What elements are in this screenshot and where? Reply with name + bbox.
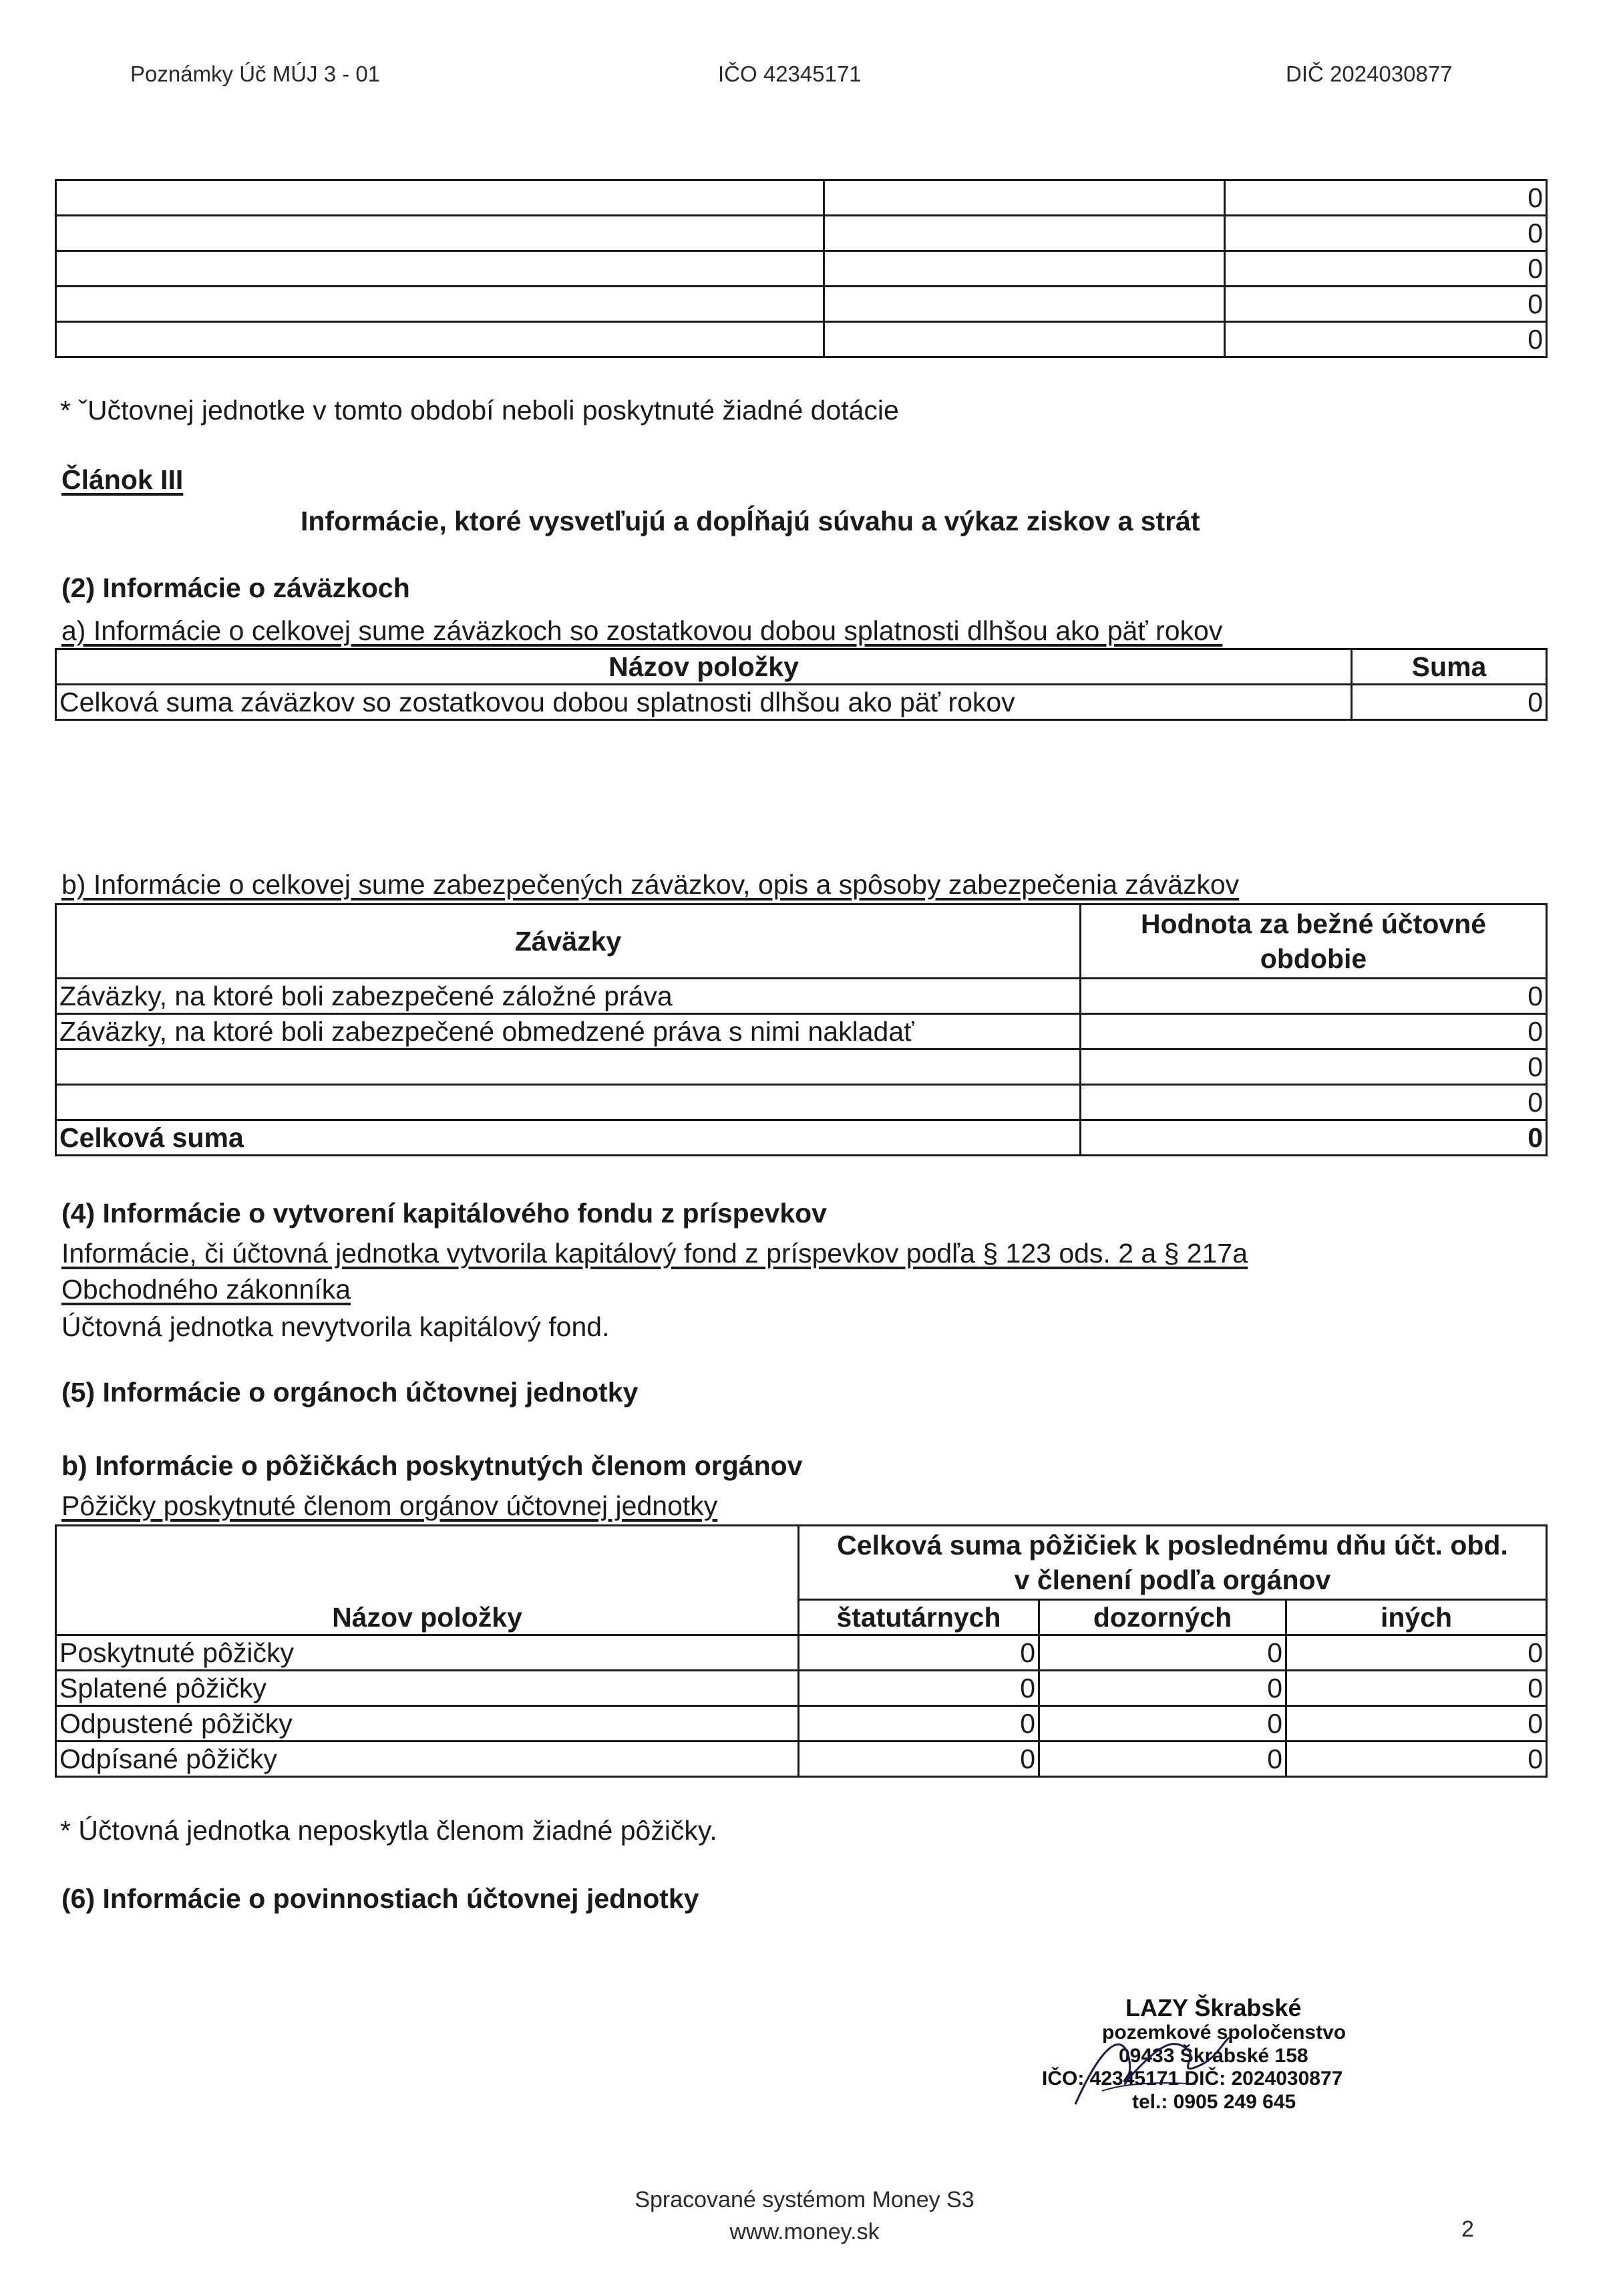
row-label: [56, 1085, 1081, 1120]
sec4-title: (4) Informácie o vytvorení kapitálového fondu z príspevkov: [61, 1198, 827, 1228]
header-ico: IČO 42345171: [718, 61, 862, 86]
row-label: Odpustené pôžičky: [56, 1706, 799, 1742]
col-header-celkova-line1: Celková suma pôžičiek k poslednému dňu účt. obd.: [837, 1530, 1508, 1561]
article-title: Článok III: [61, 464, 184, 495]
table-cell: [56, 287, 824, 322]
table-row: [56, 1742, 1547, 1777]
row-label: Celková suma záväzkov so zostatkovou dobou splatnosti dlhšou ako päť rokov: [56, 685, 1352, 720]
table-cell: [824, 251, 1225, 287]
table-cell: 0: [1225, 287, 1547, 322]
table-row: [56, 979, 1547, 1014]
col-header-zavazky: Záväzky: [56, 905, 1081, 979]
sec4-line3: Účtovná jednotka nevytvorila kapitálový fond.: [61, 1311, 610, 1342]
row-value: 0: [799, 1671, 1039, 1706]
table-cell: [56, 216, 824, 251]
col-header-celkova: [799, 1526, 1547, 1600]
top-table: [55, 179, 1548, 358]
row-value: 0: [799, 1742, 1039, 1777]
footer-link[interactable]: www.money.sk: [729, 2219, 880, 2245]
row-label: Poskytnuté pôžičky: [56, 1635, 799, 1671]
sec2-b-table: [55, 903, 1548, 1156]
row-value: 0: [1286, 1635, 1547, 1671]
sec5-b-title: b) Informácie o pôžičkách poskytnutých členom orgánov: [61, 1450, 803, 1481]
stamp-line1: LAZY Škrabské: [1125, 1994, 1302, 2021]
article-subtitle: Informácie, ktoré vysvetľujú a dopĺňajú súvahu a výkaz ziskov a strát: [301, 506, 1200, 536]
row-value: 0: [1286, 1671, 1547, 1706]
table-cell: [824, 322, 1225, 357]
row-value: 0: [1081, 1049, 1547, 1085]
table-cell: 0: [1225, 180, 1547, 216]
row-label: Odpísané pôžičky: [56, 1742, 799, 1777]
stamp-line2: pozemkové spoločenstvo: [1102, 2021, 1347, 2044]
row-value: 0: [1352, 685, 1547, 720]
table-cell: [824, 180, 1225, 216]
table-row: [56, 1671, 1547, 1706]
table-row: [56, 180, 1547, 216]
row-label: Záväzky, na ktoré boli zabezpečené obmedzené práva s nimi nakladať: [56, 1014, 1081, 1049]
table-cell: 0: [1225, 251, 1547, 287]
row-value: 0: [1039, 1742, 1286, 1777]
row-value: 0: [1081, 979, 1547, 1014]
table-row: [56, 1049, 1547, 1085]
total-label: Celková suma: [56, 1120, 1081, 1156]
col-header-hodnota: [1081, 905, 1547, 979]
table-row: [56, 216, 1547, 251]
row-value: 0: [1081, 1085, 1547, 1120]
sec4-line2: Obchodného zákonníka: [61, 1274, 351, 1305]
table-row: [56, 1706, 1547, 1742]
sec5-title: (5) Informácie o orgánoch účtovnej jednotky: [61, 1377, 639, 1408]
table-cell: 0: [1225, 322, 1547, 357]
sec6-title: (6) Informácie o povinnostiach účtovnej jednotky: [61, 1883, 699, 1914]
footer: [0, 2184, 1609, 2248]
col-header-suma: Suma: [1352, 649, 1547, 685]
row-value: 0: [799, 1706, 1039, 1742]
row-value: 0: [1039, 1706, 1286, 1742]
table-cell: 0: [1225, 216, 1547, 251]
sec5-b-subtitle: Pôžičky poskytnuté členom orgánov účtovnej jednotky: [61, 1490, 718, 1521]
table-row: [56, 251, 1547, 287]
header-left: Poznámky Úč MÚJ 3 - 01: [130, 61, 381, 86]
col-header-celkova-line2: v členení podľa orgánov: [1014, 1565, 1331, 1595]
row-value: 0: [799, 1635, 1039, 1671]
sec4-line1: Informácie, či účtovná jednotka vytvorila kapitálový fond z príspevkov podľa § 123 ods. 2 a § 217a: [61, 1238, 1248, 1269]
page-number: 2: [1461, 2217, 1474, 2242]
col-header-inych: iných: [1286, 1600, 1547, 1635]
table-cell: [824, 216, 1225, 251]
header-dic: DIČ 2024030877: [1286, 61, 1453, 86]
sec2-title: (2) Informácie o záväzkoch: [61, 572, 410, 603]
table-cell: [56, 251, 824, 287]
col-header-nazov: Názov položky: [56, 1526, 799, 1635]
stamp-line5: tel.: 0905 249 645: [1132, 2090, 1296, 2113]
note-dotacie: * ˇUčtovnej jednotke v tomto období neboli poskytnuté žiadné dotácie: [60, 395, 899, 426]
table-row: [56, 322, 1547, 357]
row-value: 0: [1039, 1635, 1286, 1671]
total-value: 0: [1081, 1120, 1547, 1156]
sec5-note: * Účtovná jednotka neposkytla členom žiadné pôžičky.: [60, 1815, 717, 1846]
row-value: 0: [1039, 1671, 1286, 1706]
stamp-line3: 09433 Škrabské 158: [1119, 2044, 1308, 2067]
signature-scribble: [1062, 2017, 1236, 2118]
table-row: [56, 1635, 1547, 1671]
row-value: 0: [1286, 1742, 1547, 1777]
stamp-line4: IČO: 42345171 DIČ: 2024030877: [1042, 2068, 1343, 2090]
sec2-a-title: a) Informácie o celkovej sume záväzkoch so zostatkovou dobou splatnosti dlhšou ako päť rokov: [61, 615, 1223, 646]
footer-line1: Spracované systémom Money S3: [635, 2187, 974, 2212]
col-header-dozornych: dozorných: [1039, 1600, 1286, 1635]
col-header-hodnota-line2: obdobie: [1260, 943, 1367, 974]
col-header-statutarnych: štatutárnych: [799, 1600, 1039, 1635]
table-cell: [56, 322, 824, 357]
col-header-hodnota-line1: Hodnota za bežné účtovné: [1140, 909, 1487, 939]
table-row: [56, 1014, 1547, 1049]
table-row: [56, 1085, 1547, 1120]
row-label: [56, 1049, 1081, 1085]
sec2-b-title: b) Informácie o celkovej sume zabezpečených záväzkov, opis a spôsoby zabezpečenia záväzkov: [61, 869, 1240, 900]
loans-table: [55, 1524, 1548, 1778]
sec2-a-table: [55, 648, 1548, 721]
table-cell: [824, 287, 1225, 322]
col-header-nazov: Názov položky: [56, 649, 1352, 685]
row-value: 0: [1081, 1014, 1547, 1049]
table-row: [56, 287, 1547, 322]
table-cell: [56, 180, 824, 216]
row-label: Záväzky, na ktoré boli zabezpečené záložné práva: [56, 979, 1081, 1014]
row-label: Splatené pôžičky: [56, 1671, 799, 1706]
row-value: 0: [1286, 1706, 1547, 1742]
